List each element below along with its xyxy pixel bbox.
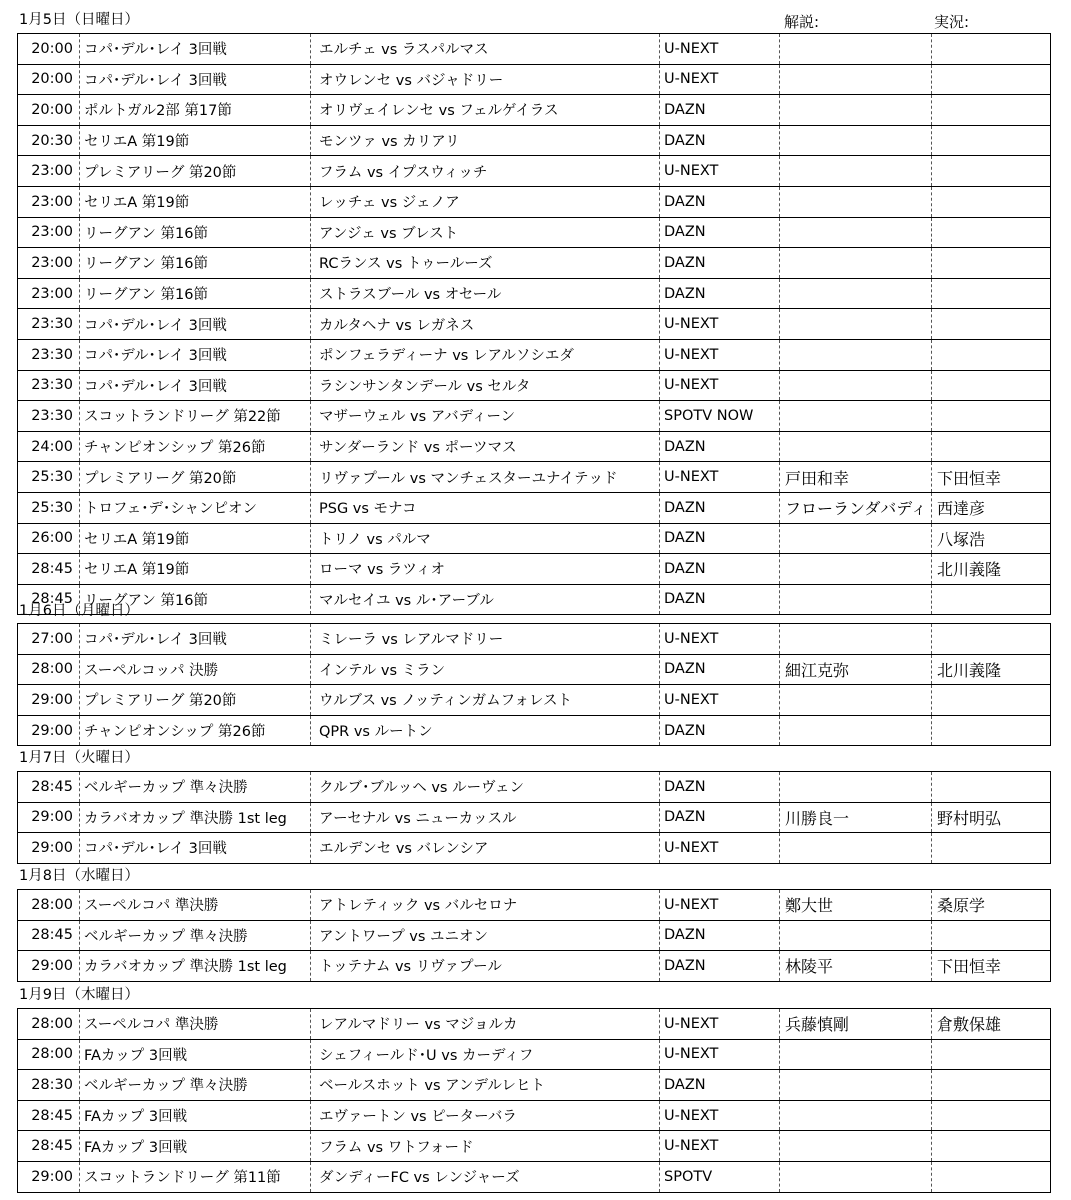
commentator-cell (780, 833, 932, 864)
time-cell: 28:00 (18, 654, 80, 685)
competition-cell: プレミアリーグ 第20節 (80, 156, 311, 187)
match-cell: マザーウェル vs アバディーン (311, 401, 660, 432)
broadcaster-cell: DAZN (660, 278, 780, 309)
time-cell: 23:30 (18, 401, 80, 432)
broadcaster-cell: U-NEXT (660, 64, 780, 95)
time-cell: 28:45 (18, 1131, 80, 1162)
broadcaster-cell: DAZN (660, 920, 780, 951)
day-schedule-table (17, 33, 1051, 615)
commentator-cell (780, 248, 932, 279)
competition-cell: セリエA 第19節 (80, 125, 311, 156)
match-cell: マルセイユ vs ル･アーブル (311, 584, 660, 615)
table-row (18, 685, 1051, 716)
day-schedule-table (17, 771, 1051, 864)
time-cell: 23:00 (18, 156, 80, 187)
table-row (18, 309, 1051, 340)
play-by-play-cell: 倉敷保雄 (932, 1009, 1051, 1040)
table-row (18, 339, 1051, 370)
commentator-cell (780, 772, 932, 803)
play-by-play-cell: 野村明弘 (932, 802, 1051, 833)
time-cell: 28:30 (18, 1070, 80, 1101)
competition-cell: FAカップ 3回戦 (80, 1039, 311, 1070)
match-cell: ウルブス vs ノッティンガムフォレスト (311, 685, 660, 716)
table-row (18, 554, 1051, 585)
commentator-cell (780, 523, 932, 554)
match-cell: オウレンセ vs バジャドリー (311, 64, 660, 95)
competition-cell: カラバオカップ 準決勝 1st leg (80, 802, 311, 833)
competition-cell: リーグアン 第16節 (80, 278, 311, 309)
time-cell: 29:00 (18, 951, 80, 982)
table-row (18, 523, 1051, 554)
match-cell: モンツァ vs カリアリ (311, 125, 660, 156)
day-label: 1月5日（日曜日） (19, 12, 139, 28)
time-cell: 20:00 (18, 34, 80, 65)
play-by-play-cell (932, 34, 1051, 65)
competition-cell: カラバオカップ 準決勝 1st leg (80, 951, 311, 982)
broadcaster-cell: U-NEXT (660, 1039, 780, 1070)
table-row (18, 217, 1051, 248)
match-cell: ポンフェラディーナ vs レアルソシエダ (311, 339, 660, 370)
match-cell: アーセナル vs ニューカッスル (311, 802, 660, 833)
table-row (18, 1161, 1051, 1192)
play-by-play-cell (932, 186, 1051, 217)
competition-cell: ベルギーカップ 準々決勝 (80, 920, 311, 951)
competition-cell: セリエA 第19節 (80, 523, 311, 554)
day-label: 1月8日（水曜日） (19, 868, 139, 884)
competition-cell: コパ･デル･レイ 3回戦 (80, 339, 311, 370)
match-cell: エルチェ vs ラスパルマス (311, 34, 660, 65)
table-row (18, 802, 1051, 833)
commentator-cell (780, 401, 932, 432)
table-row (18, 890, 1051, 921)
table-row (18, 492, 1051, 523)
match-cell: クルブ･ブルッヘ vs ルーヴェン (311, 772, 660, 803)
competition-cell: プレミアリーグ 第20節 (80, 462, 311, 493)
play-by-play-cell (932, 64, 1051, 95)
play-by-play-cell (932, 1070, 1051, 1101)
broadcaster-cell: DAZN (660, 802, 780, 833)
table-row (18, 64, 1051, 95)
competition-cell: コパ･デル･レイ 3回戦 (80, 64, 311, 95)
match-cell: ローマ vs ラツィオ (311, 554, 660, 585)
play-by-play-cell: 西達彦 (932, 492, 1051, 523)
commentator-cell: フローランダバディ (780, 492, 932, 523)
time-cell: 28:45 (18, 1100, 80, 1131)
time-cell: 25:30 (18, 462, 80, 493)
match-cell: ベールスホット vs アンデルレヒト (311, 1070, 660, 1101)
match-cell: フラム vs ワトフォード (311, 1131, 660, 1162)
time-cell: 29:00 (18, 802, 80, 833)
match-cell: サンダーランド vs ポーツマス (311, 431, 660, 462)
match-cell: ストラスブール vs オセール (311, 278, 660, 309)
header-commentator-label: 解説: (784, 13, 820, 31)
time-cell: 20:30 (18, 125, 80, 156)
broadcaster-cell: DAZN (660, 248, 780, 279)
broadcaster-cell: DAZN (660, 951, 780, 982)
commentator-cell (780, 1161, 932, 1192)
play-by-play-cell (932, 1161, 1051, 1192)
competition-cell: セリエA 第19節 (80, 554, 311, 585)
play-by-play-cell (932, 156, 1051, 187)
commentator-cell (780, 64, 932, 95)
competition-cell: ベルギーカップ 準々決勝 (80, 1070, 311, 1101)
commentator-cell: 鄭大世 (780, 890, 932, 921)
broadcaster-cell: U-NEXT (660, 1100, 780, 1131)
broadcaster-cell: U-NEXT (660, 370, 780, 401)
commentator-cell (780, 309, 932, 340)
time-cell: 29:00 (18, 715, 80, 746)
table-row (18, 248, 1051, 279)
broadcaster-cell: U-NEXT (660, 1009, 780, 1040)
commentator-cell: 細江克弥 (780, 654, 932, 685)
table-row (18, 951, 1051, 982)
broadcaster-cell: U-NEXT (660, 624, 780, 655)
competition-cell: FAカップ 3回戦 (80, 1100, 311, 1131)
commentator-cell (780, 715, 932, 746)
broadcaster-cell: DAZN (660, 654, 780, 685)
time-cell: 23:30 (18, 339, 80, 370)
broadcaster-cell: U-NEXT (660, 156, 780, 187)
match-cell: ミレーラ vs レアルマドリー (311, 624, 660, 655)
play-by-play-cell (932, 217, 1051, 248)
play-by-play-cell (932, 1039, 1051, 1070)
day-schedule-table (17, 1008, 1051, 1193)
broadcaster-cell: DAZN (660, 492, 780, 523)
broadcaster-cell: U-NEXT (660, 685, 780, 716)
play-by-play-cell: 下田恒幸 (932, 951, 1051, 982)
commentator-cell (780, 370, 932, 401)
play-by-play-cell (932, 309, 1051, 340)
broadcaster-cell: U-NEXT (660, 309, 780, 340)
match-cell: トリノ vs パルマ (311, 523, 660, 554)
broadcaster-cell: DAZN (660, 186, 780, 217)
commentator-cell (780, 1100, 932, 1131)
broadcaster-cell: DAZN (660, 554, 780, 585)
table-row (18, 584, 1051, 615)
play-by-play-cell (932, 95, 1051, 126)
commentator-cell (780, 554, 932, 585)
day-label: 1月6日（月曜日） (19, 603, 139, 619)
play-by-play-cell: 八塚浩 (932, 523, 1051, 554)
broadcaster-cell: SPOTV NOW (660, 401, 780, 432)
commentator-cell (780, 685, 932, 716)
time-cell: 27:00 (18, 624, 80, 655)
table-row (18, 462, 1051, 493)
table-row (18, 1100, 1051, 1131)
play-by-play-cell: 桑原学 (932, 890, 1051, 921)
broadcaster-cell: DAZN (660, 584, 780, 615)
competition-cell: リーグアン 第16節 (80, 248, 311, 279)
commentator-cell (780, 95, 932, 126)
match-cell: アントワープ vs ユニオン (311, 920, 660, 951)
time-cell: 28:45 (18, 920, 80, 951)
competition-cell: スーペルコパ 準決勝 (80, 1009, 311, 1040)
match-cell: カルタヘナ vs レガネス (311, 309, 660, 340)
competition-cell: セリエA 第19節 (80, 186, 311, 217)
time-cell: 23:00 (18, 217, 80, 248)
competition-cell: コパ･デル･レイ 3回戦 (80, 833, 311, 864)
commentator-cell (780, 1039, 932, 1070)
competition-cell: チャンピオンシップ 第26節 (80, 715, 311, 746)
play-by-play-cell (932, 624, 1051, 655)
competition-cell: FAカップ 3回戦 (80, 1131, 311, 1162)
time-cell: 28:00 (18, 890, 80, 921)
broadcaster-cell: U-NEXT (660, 339, 780, 370)
table-row (18, 715, 1051, 746)
match-cell: レッチェ vs ジェノア (311, 186, 660, 217)
time-cell: 28:45 (18, 554, 80, 585)
time-cell: 28:00 (18, 1009, 80, 1040)
commentator-cell: 川勝良一 (780, 802, 932, 833)
match-cell: エルデンセ vs バレンシア (311, 833, 660, 864)
table-row (18, 624, 1051, 655)
broadcaster-cell: DAZN (660, 523, 780, 554)
broadcaster-cell: DAZN (660, 95, 780, 126)
play-by-play-cell (932, 772, 1051, 803)
time-cell: 28:45 (18, 772, 80, 803)
competition-cell: スーペルコッパ 決勝 (80, 654, 311, 685)
table-row (18, 772, 1051, 803)
match-cell: RCランス vs トゥールーズ (311, 248, 660, 279)
commentator-cell (780, 125, 932, 156)
table-row (18, 34, 1051, 65)
commentator-cell: 戸田和幸 (780, 462, 932, 493)
match-cell: トッテナム vs リヴァプール (311, 951, 660, 982)
competition-cell: プレミアリーグ 第20節 (80, 685, 311, 716)
table-row (18, 278, 1051, 309)
time-cell: 28:45 (18, 584, 80, 615)
competition-cell: スコットランドリーグ 第22節 (80, 401, 311, 432)
day-label: 1月9日（木曜日） (19, 987, 139, 1003)
table-row (18, 125, 1051, 156)
match-cell: エヴァートン vs ピーターバラ (311, 1100, 660, 1131)
broadcaster-cell: SPOTV (660, 1161, 780, 1192)
commentator-cell (780, 278, 932, 309)
time-cell: 23:30 (18, 309, 80, 340)
broadcaster-cell: DAZN (660, 431, 780, 462)
commentator-cell (780, 186, 932, 217)
time-cell: 26:00 (18, 523, 80, 554)
match-cell: PSG vs モナコ (311, 492, 660, 523)
commentator-cell: 林陵平 (780, 951, 932, 982)
time-cell: 24:00 (18, 431, 80, 462)
day-label: 1月7日（火曜日） (19, 750, 139, 766)
time-cell: 23:00 (18, 278, 80, 309)
competition-cell: コパ･デル･レイ 3回戦 (80, 309, 311, 340)
table-row (18, 654, 1051, 685)
table-row (18, 1009, 1051, 1040)
competition-cell: コパ･デル･レイ 3回戦 (80, 624, 311, 655)
play-by-play-cell (932, 339, 1051, 370)
table-row (18, 1070, 1051, 1101)
play-by-play-cell (932, 685, 1051, 716)
time-cell: 20:00 (18, 95, 80, 126)
play-by-play-cell (932, 401, 1051, 432)
commentator-cell (780, 34, 932, 65)
table-row (18, 1039, 1051, 1070)
play-by-play-cell (932, 248, 1051, 279)
competition-cell: チャンピオンシップ 第26節 (80, 431, 311, 462)
match-cell: ダンディーFC vs レンジャーズ (311, 1161, 660, 1192)
match-cell: シェフィールド･U vs カーディフ (311, 1039, 660, 1070)
time-cell: 29:00 (18, 685, 80, 716)
time-cell: 29:00 (18, 1161, 80, 1192)
commentator-cell (780, 1131, 932, 1162)
commentator-cell (780, 1070, 932, 1101)
broadcaster-cell: U-NEXT (660, 890, 780, 921)
commentator-cell (780, 339, 932, 370)
competition-cell: リーグアン 第16節 (80, 217, 311, 248)
play-by-play-cell (932, 833, 1051, 864)
time-cell: 29:00 (18, 833, 80, 864)
commentator-cell: 兵藤慎剛 (780, 1009, 932, 1040)
match-cell: フラム vs イプスウィッチ (311, 156, 660, 187)
competition-cell: ポルトガル2部 第17節 (80, 95, 311, 126)
play-by-play-cell (932, 1131, 1051, 1162)
play-by-play-cell (932, 278, 1051, 309)
competition-cell: スーペルコパ 準決勝 (80, 890, 311, 921)
commentator-cell (780, 217, 932, 248)
broadcaster-cell: DAZN (660, 1070, 780, 1101)
match-cell: QPR vs ルートン (311, 715, 660, 746)
commentator-cell (780, 156, 932, 187)
play-by-play-cell (932, 715, 1051, 746)
competition-cell: ベルギーカップ 準々決勝 (80, 772, 311, 803)
time-cell: 23:30 (18, 370, 80, 401)
table-row (18, 401, 1051, 432)
table-row (18, 431, 1051, 462)
commentator-cell (780, 431, 932, 462)
match-cell: インテル vs ミラン (311, 654, 660, 685)
broadcaster-cell: U-NEXT (660, 462, 780, 493)
match-cell: リヴァプール vs マンチェスターユナイテッド (311, 462, 660, 493)
competition-cell: スコットランドリーグ 第11節 (80, 1161, 311, 1192)
time-cell: 28:00 (18, 1039, 80, 1070)
play-by-play-cell: 下田恒幸 (932, 462, 1051, 493)
competition-cell: リーグアン 第16節 (80, 584, 311, 615)
match-cell: アンジェ vs ブレスト (311, 217, 660, 248)
competition-cell: コパ･デル･レイ 3回戦 (80, 370, 311, 401)
broadcaster-cell: DAZN (660, 217, 780, 248)
broadcaster-cell: DAZN (660, 125, 780, 156)
broadcaster-cell: U-NEXT (660, 833, 780, 864)
table-row (18, 833, 1051, 864)
match-cell: レアルマドリー vs マジョルカ (311, 1009, 660, 1040)
match-cell: ラシンサンタンデール vs セルタ (311, 370, 660, 401)
day-schedule-table (17, 889, 1051, 982)
play-by-play-cell (932, 584, 1051, 615)
broadcaster-cell: DAZN (660, 715, 780, 746)
commentator-cell (780, 584, 932, 615)
broadcaster-cell: DAZN (660, 772, 780, 803)
play-by-play-cell: 北川義隆 (932, 554, 1051, 585)
time-cell: 20:00 (18, 64, 80, 95)
time-cell: 23:00 (18, 248, 80, 279)
table-row (18, 370, 1051, 401)
match-cell: アトレティック vs バルセロナ (311, 890, 660, 921)
competition-cell: トロフェ･デ･シャンピオン (80, 492, 311, 523)
table-row (18, 1131, 1051, 1162)
play-by-play-cell (932, 370, 1051, 401)
time-cell: 25:30 (18, 492, 80, 523)
table-row (18, 95, 1051, 126)
competition-cell: コパ･デル･レイ 3回戦 (80, 34, 311, 65)
play-by-play-cell (932, 125, 1051, 156)
header-play-by-play-label: 実況: (934, 13, 970, 31)
play-by-play-cell (932, 920, 1051, 951)
table-row (18, 920, 1051, 951)
play-by-play-cell (932, 431, 1051, 462)
time-cell: 23:00 (18, 186, 80, 217)
day-schedule-table (17, 623, 1051, 746)
table-row (18, 186, 1051, 217)
table-row (18, 156, 1051, 187)
broadcaster-cell: U-NEXT (660, 34, 780, 65)
broadcaster-cell: U-NEXT (660, 1131, 780, 1162)
commentator-cell (780, 920, 932, 951)
match-cell: オリヴェイレンセ vs フェルゲイラス (311, 95, 660, 126)
play-by-play-cell (932, 1100, 1051, 1131)
commentator-cell (780, 624, 932, 655)
play-by-play-cell: 北川義隆 (932, 654, 1051, 685)
